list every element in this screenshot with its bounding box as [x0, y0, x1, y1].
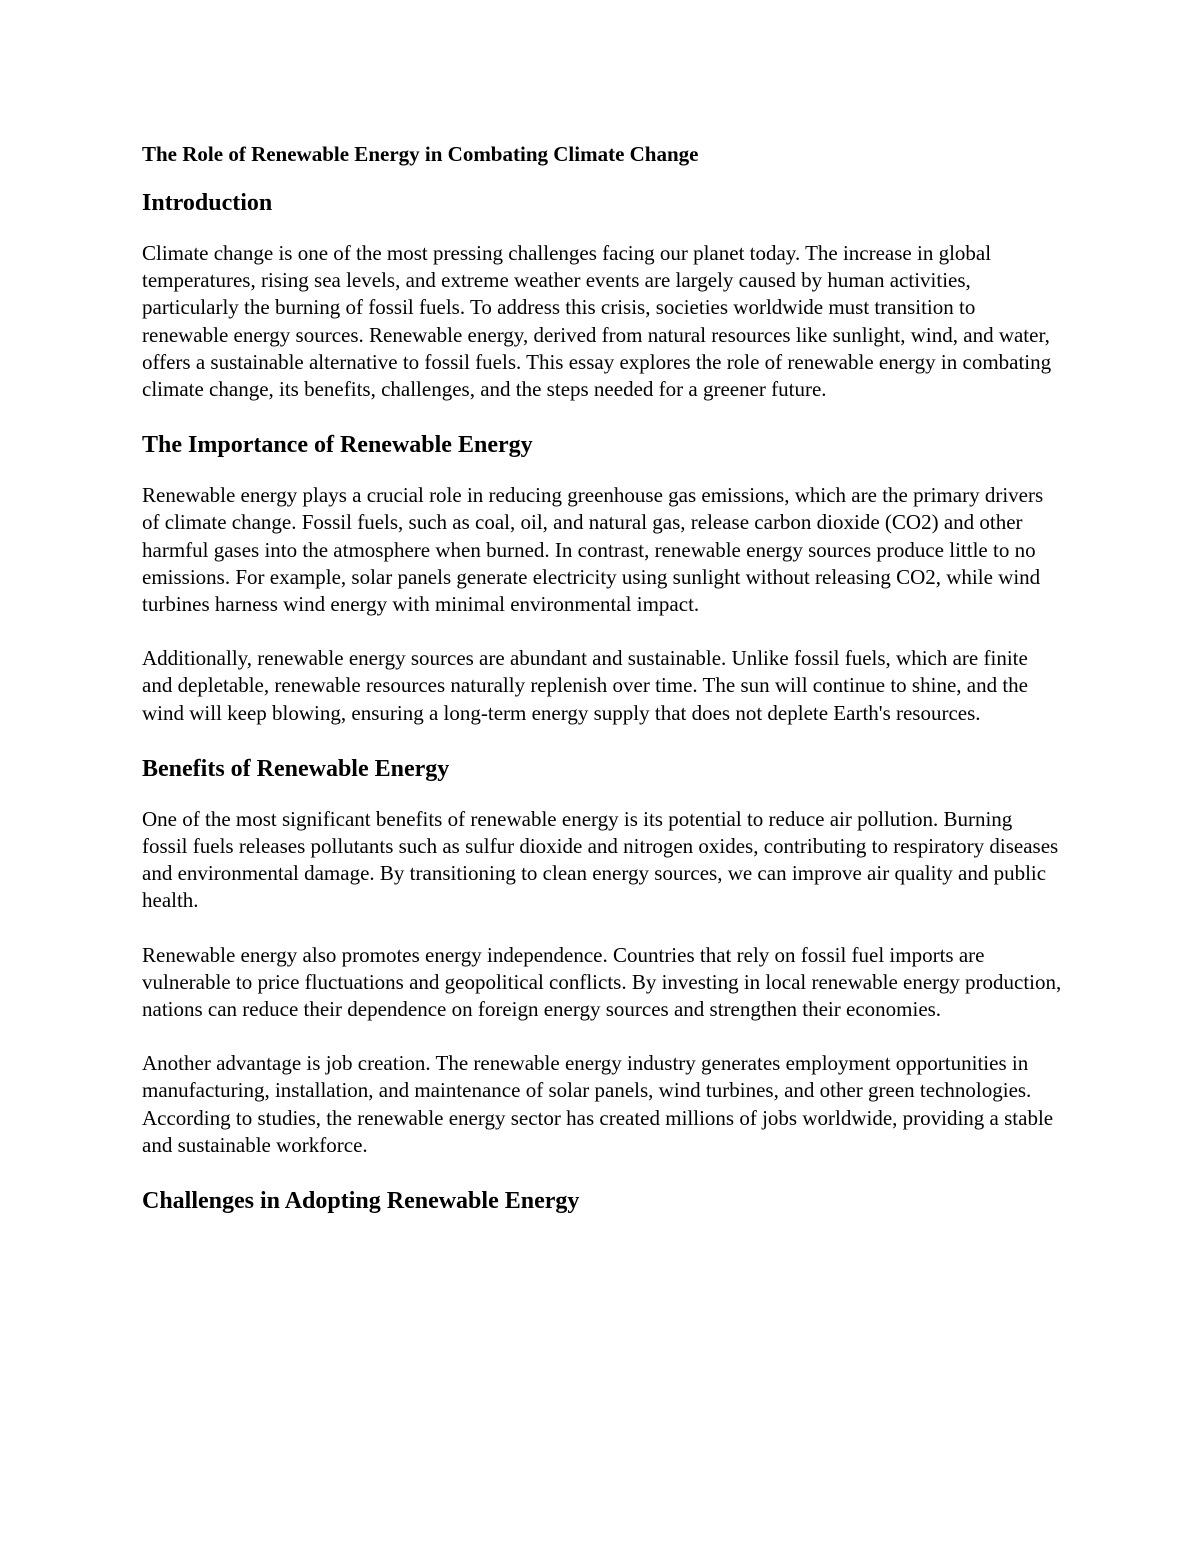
section-challenges — [142, 1186, 1062, 1216]
section-importance — [142, 430, 1062, 727]
paragraph: Additionally, renewable energy sources are abundant and sustainable. Unlike fossil fuels, which are finite and depletable, renewable resources naturally replenish over time. The sun will continue to shine, and the wind will keep blowing, ensuring a long-term energy supply that does not deplete Earth's resources. — [142, 646, 1028, 725]
section-heading: Challenges in Adopting Renewable Energy — [142, 1188, 580, 1215]
section-introduction — [142, 188, 1062, 403]
section-heading: The Importance of Renewable Energy — [142, 432, 533, 459]
section-benefits — [142, 754, 1062, 1159]
paragraph: One of the most significant benefits of renewable energy is its potential to reduce air pollution. Burning fossil fuels releases pollutants such as sulfur dioxide and nitrogen oxides, contributing to respiratory diseases and environmental damage. By transitioning to clean energy sources, we can improve air quality and public health. — [142, 806, 1059, 913]
document-title: The Role of Renewable Energy in Combating Climate Change — [142, 142, 699, 166]
paragraph: Renewable energy also promotes energy independence. Countries that rely on fossil fuel imports are vulnerable to price fluctuations and geopolitical conflicts. By investing in local renewable energy production, nations can reduce their dependence on foreign energy sources and strengthen their economies. — [142, 942, 1062, 1022]
document-page — [142, 140, 1062, 1238]
section-heading: Benefits of Renewable Energy — [142, 755, 450, 782]
paragraph: Another advantage is job creation. The renewable energy industry generates employment opportunities in manufacturing, installation, and maintenance of solar panels, wind turbines, and other green technologies. According to studies, the renewable energy sector has created millions of jobs worldwide, providing a stable and sustainable workforce. — [142, 1051, 1054, 1157]
section-heading: Introduction — [142, 190, 273, 216]
paragraph: Climate change is one of the most pressing challenges facing our planet today. The increase in global temperatures, rising sea levels, and extreme weather events are largely caused by human activities, particularly the burning of fossil fuels. To address this crisis, societies worldwide must transition to renewable energy sources. Renewable energy, derived from natural resources like sunlight, wind, and water, offers a sustainable alternative to fossil fuels. This essay explores the role of renewable energy in combating climate change, its benefits, challenges, and the steps needed for a greener future. — [142, 241, 1052, 402]
paragraph: Renewable energy plays a crucial role in reducing greenhouse gas emissions, which are the primary drivers of climate change. Fossil fuels, such as coal, oil, and natural gas, release carbon dioxide (CO2) and other harmful gases into the atmosphere when burned. In contrast, renewable energy sources produce little to no emissions. For example, solar panels generate electricity using sunlight without releasing CO2, while wind turbines harness wind energy with minimal environmental impact. — [142, 483, 1044, 617]
